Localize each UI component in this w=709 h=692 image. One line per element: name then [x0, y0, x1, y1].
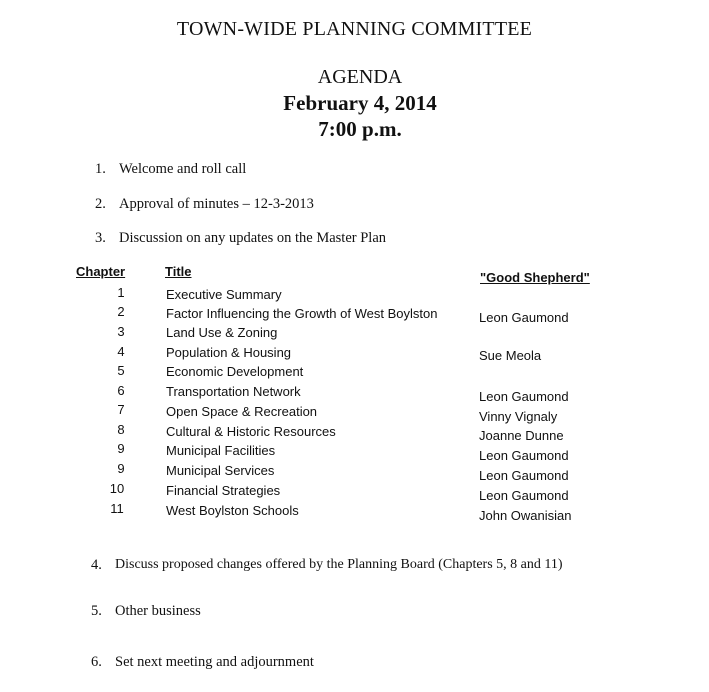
meeting-time: 7:00 p.m.	[318, 117, 402, 141]
chapter-shepherd: Sue Meola	[479, 348, 542, 363]
chapter-number: 5	[117, 363, 125, 378]
item-text: Discuss proposed changes offered by the Planning Board (Chapters 5, 8 and 11)	[115, 557, 563, 572]
chapter-number: 6	[117, 383, 125, 398]
chapter-title: Financial Strategies	[166, 483, 281, 498]
chapter-number: 1	[117, 285, 125, 300]
chapter-shepherd: Vinny Vignaly	[479, 409, 558, 424]
chapter-title: Population & Housing	[166, 345, 292, 360]
chapter-title: Open Space & Recreation	[166, 404, 318, 419]
item-number: 5.	[91, 603, 102, 619]
chapter-number: 9	[117, 441, 125, 456]
item-number: 4.	[91, 557, 102, 573]
chapter-title: Executive Summary	[166, 287, 282, 302]
chapter-title: West Boylston Schools	[166, 503, 299, 518]
chapter-number: 8	[117, 422, 125, 437]
meeting-date: February 4, 2014	[283, 91, 437, 115]
chapter-title: Municipal Facilities	[166, 443, 276, 458]
title-column-header: Title	[165, 264, 192, 279]
chapter-title: Cultural & Historic Resources	[166, 424, 336, 439]
item-text: Approval of minutes – 12-3-2013	[119, 196, 314, 212]
item-text: Set next meeting and adjournment	[115, 654, 314, 670]
chapter-shepherd: Leon Gaumond	[479, 468, 569, 483]
committee-title: TOWN-WIDE PLANNING COMMITTEE	[176, 18, 533, 40]
agenda-heading: AGENDA	[317, 66, 403, 88]
chapter-number: 9	[117, 461, 125, 476]
chapter-shepherd: Leon Gaumond	[479, 488, 569, 503]
chapter-column-header: Chapter	[76, 264, 126, 279]
item-text: Discussion on any updates on the Master Plan	[119, 230, 387, 246]
chapter-number: 10	[109, 481, 125, 496]
item-number: 1.	[95, 161, 106, 177]
chapter-number: 3	[117, 324, 125, 339]
chapter-shepherd: Leon Gaumond	[479, 448, 569, 463]
chapter-shepherd: John Owanisian	[479, 508, 572, 523]
item-number: 2.	[95, 196, 106, 212]
shepherd-column-header: "Good Shepherd"	[480, 270, 590, 285]
chapter-shepherd: Leon Gaumond	[479, 310, 569, 325]
chapter-title: Municipal Services	[166, 463, 275, 478]
chapter-number: 11	[110, 501, 124, 516]
chapter-shepherd: Leon Gaumond	[479, 389, 569, 404]
chapter-number: 4	[117, 344, 125, 359]
chapter-title: Economic Development	[166, 364, 304, 379]
item-number: 3.	[95, 230, 106, 246]
chapter-title: Factor Influencing the Growth of West Boylston	[166, 306, 438, 321]
item-number: 6.	[91, 654, 102, 670]
chapter-shepherd: Joanne Dunne	[479, 428, 564, 443]
chapter-number: 7	[117, 402, 125, 417]
item-text: Welcome and roll call	[119, 161, 247, 177]
item-text: Other business	[115, 603, 201, 619]
chapter-title: Land Use & Zoning	[166, 325, 278, 340]
chapter-title: Transportation Network	[166, 384, 301, 399]
chapter-number: 2	[117, 304, 125, 319]
